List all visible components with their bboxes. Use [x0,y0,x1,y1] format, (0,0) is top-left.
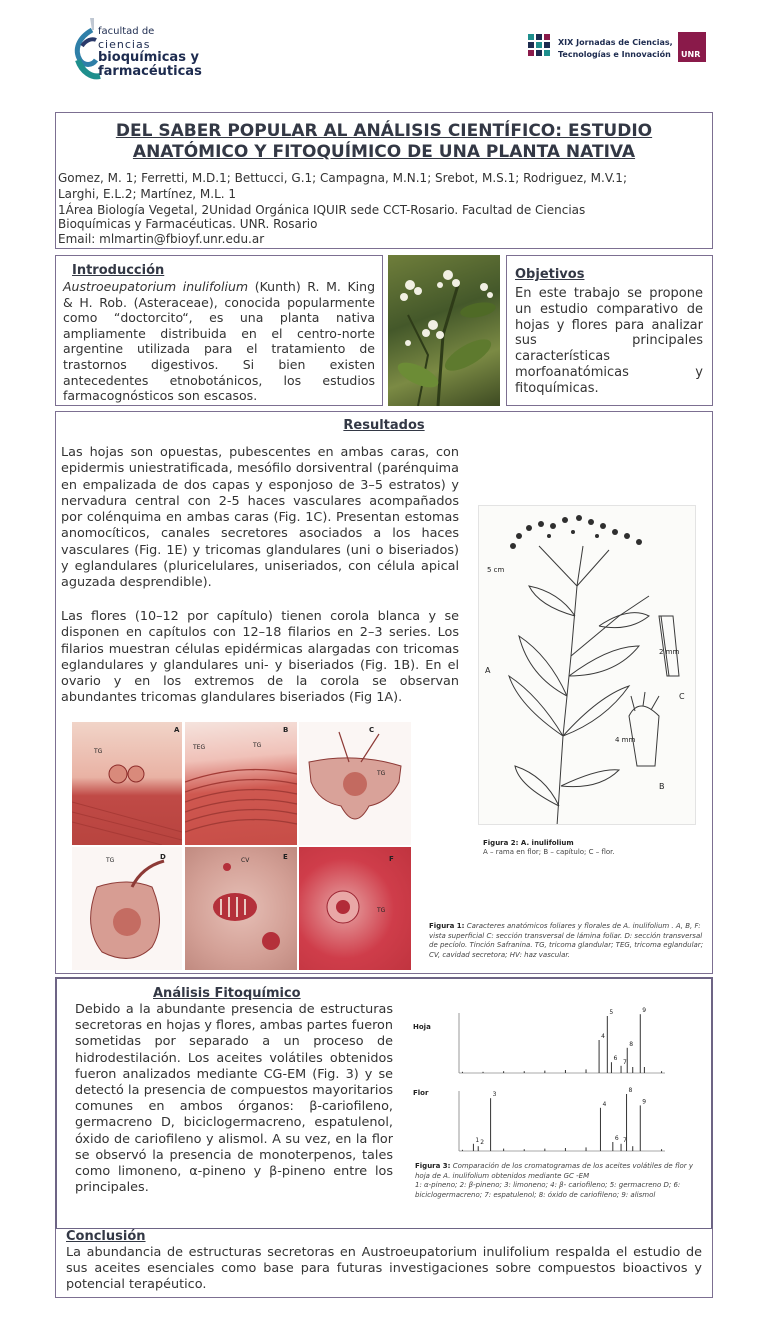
resultados-para2: Las flores (10–12 por capítulo) tienen corola blanca y se disponen en capítulos con 12–18 filarios en 2–3 series. Los filarios muestran células epidérmicas alargadas con tricomas eglandulares y glandulares uni- y biseriados (Fig. 1B). En el ovario y en los extremos de la corola se observan abundantes tricomas glandulares biseriados (Fig 1A). [61,609,459,706]
panel-d-label: D [160,853,166,861]
panel-b-label: B [283,726,289,734]
micrograph-d [72,847,182,970]
fitoquimico-text: Debido a la abundante presencia de estructuras secretoras en hojas y flores, ambas partes fueron sometidas por separado a un proceso de hidrodestilación. Los aceites volátiles obtenidos fueron analizados mediante CG-EM (Fig. 3) y se detectó la presencia de compuestos mayoritarios comunes en ambos órganos: β-cariofileno, germacreno D, biciclogermacreno, espatulenol, óxido de cariofileno y alismol. A su vez, en la flor se observó la presencia de monoterpenos, tales como limoneno, α-pineno y β-pineno entre los principales. [75,1002,393,1196]
drawing-label-b: B [659,782,665,791]
chromatogram-flor-label: Flor [413,1089,429,1097]
fig2-caption-head: Figura 2: A. inulifolium [483,839,574,847]
affiliation-line2: Bioquímicas y Farmacéuticas. UNR. Rosario [58,217,318,231]
intro-text [63,279,375,404]
intro-title: Introducción [72,263,165,278]
panel-a-label: A [174,726,180,734]
logo-line4: farmacéuticas [98,64,202,79]
jornadas-logo [528,32,708,66]
jornadas-line2: Tecnologías e Innovación [558,50,671,59]
peak-label: 6 [613,1055,618,1063]
unr-badge-label: UNR [681,50,701,59]
conclusion-title: Conclusión [66,1229,146,1244]
micrograph-c-detail [299,722,411,845]
micrograph-d-detail [72,847,182,970]
panel-f-tag: TG [377,907,386,914]
micrograph-e-detail [185,847,297,970]
peak-label: 6 [614,1135,619,1142]
title-box [55,112,713,249]
intro-body: (Kunth) R. M. King & H. Rob. (Asteraceae), conocida popularmente como “doctorcito“, es una planta nativa ampliamente distribuida en el centro-norte argentine utilizada para el tratamiento de trastornos digestivos. Si bien existen antecedentes etnobotánicos, los estudios farmacognósticos son escasos. [63,279,375,404]
peak-label: 7 [623,1058,627,1066]
fig1-caption-head: Figura 1: [429,922,465,930]
peak-label: 4 [601,1033,605,1040]
fig3-legend: 1: α-pineno; 2: β-pineno; 3: limoneno; 4: β- cariofileno; 5: germacreno D; 6: biciclogermacreno; 7: espatulenol; 8: óxido de cariofileno; 9: alismol [415,1181,681,1199]
peak-label: 7 [623,1136,627,1144]
panel-c-label: C [369,726,375,734]
fig2-caption [483,839,703,857]
fig3-caption [415,1162,705,1200]
affiliation-line1: 1Área Biología Vegetal, 2Unidad Orgánica IQUIR sede CCT-Rosario. Facultad de Ciencias [58,203,586,217]
peak-label: 9 [642,1007,647,1015]
plant-photo [388,255,500,406]
micrograph-e [185,847,297,970]
intro-box [55,255,383,406]
panel-a-tag: TG [94,748,103,755]
botanical-drawing [478,505,696,825]
fig2-caption-body: A – rama en flor; B – capítulo; C – flor. [483,848,615,856]
resultados-title: Resultados [343,418,425,433]
micrograph-b-detail [185,722,297,845]
chromatogram-hoja-label: Hoja [413,1023,431,1031]
panel-f-label: F [389,855,394,863]
drawing-illustration [479,506,696,825]
panel-c-tag: TG [377,770,386,777]
panel-b-tag2: TG [253,742,262,749]
resultados-box [55,411,713,974]
poster-title-line1: DEL SABER POPULAR AL ANÁLISIS CIENTÍFICO: ESTUDIO [115,121,653,141]
objetivos-box [506,255,713,406]
peak-label: 2 [480,1139,485,1147]
panel-e-label: E [283,853,288,861]
pixel-grid-icon [528,34,552,62]
peak-label: 4 [602,1100,607,1108]
panel-d-tag: TG [106,857,115,864]
poster-title-line2: ANATÓMICO Y FITOQUÍMICO DE UNA PLANTA NATIVA [132,142,636,162]
fig1-caption-body: Caracteres anatómicos foliares y florales de A. inulifolium . A, B, F: vista superficial C: sección transversal de lámina foliar. D: sección transversal de pecíolo. Tinción Safranina. TG, tricoma glandular; TEG, tricoma eglandular; CV, cavidad secretora; HV: haz vascular. [429,922,704,959]
peak-label: 3 [492,1091,497,1099]
objetivos-text: En este trabajo se propone un estudio comparativo de hojas y flores para analizar sus principales características morfoanatómicas y fitoquímicas. [515,286,703,396]
flower-cluster-illustration [388,255,500,406]
drawing-scale-5cm: 5 cm [487,566,505,574]
drawing-label-c: C [679,692,685,701]
drawing-scale-4mm: 4 mm [615,736,636,744]
objetivos-title: Objetivos [515,267,585,282]
jornadas-line1: XIX Jornadas de Ciencias, [558,38,673,47]
micrograph-a-detail [72,722,182,845]
drawing-label-a: A [485,666,491,675]
conclusion-text: La abundancia de estructuras secretoras en Austroeupatorium inulifolium respalda el estudio de sus aceites esenciales como base para futuras investigaciones sobre compuestos bioactivos y potencial terapéutico. [66,1245,702,1292]
chromatogram-hoja [441,1005,671,1083]
fitoquimico-title: Análisis Fitoquímico [153,986,301,1001]
panel-e-tag: CV [241,857,250,864]
resultados-para1: Las hojas son opuestas, pubescentes en ambas caras, con epidermis uniestratificada, mesófilo dorsiventral (parénquima en empalizada de dos capas y esponjoso de 3–5 estratos) y nervadura central con 2-5 haces vasculares acompañados por colénquima en ambas caras (Fig. 1C). Presentan estomas anomocíticos, canales secretores asociados a los haces vasculares (Fig. 1E) y tricomas glandulares (uni o biseriados) y eglandulares (pluricelulares, uniseriados, con célula apical aguzada desprendible). [61,445,459,591]
intro-species: Austroeupatorium inulifolium [63,279,249,294]
peak-label: 8 [628,1087,633,1094]
conclusion-box [55,1229,713,1298]
micrograph-f [299,847,411,970]
micrograph-c [299,722,411,845]
fitoquimico-box [55,977,713,1230]
peak-label: 1 [475,1136,480,1144]
peak-label: 9 [642,1098,647,1106]
micrograph-f-detail [299,847,411,970]
micrograph-b [185,722,297,845]
authors-line2: Larghi, E.L.2; Martínez, M.L. 1 [58,187,237,201]
logo-line3: bioquímicas y [98,50,199,65]
logo-line1: facultad de [98,26,155,37]
fig1-caption [429,922,707,960]
fig3-caption-body: Comparación de los cromatogramas de los aceites volátiles de flor y hoja de A. inulifolium obtenidos mediante GC -EM [415,1162,694,1180]
micrograph-a [72,722,182,845]
faculty-logo [72,16,212,86]
authors-line1: Gomez, M. 1; Ferretti, M.D.1; Bettucci, G.1; Campagna, M.N.1; Srebot, M.S.1; Rodriguez, M.V.1; [58,171,627,185]
chromatogram-flor [441,1083,671,1161]
peak-label: 5 [609,1009,614,1016]
email: Email: mlmartin@fbioyf.unr.edu.ar [58,232,265,246]
drawing-scale-2mm: 2 mm [659,648,680,656]
peak-label: 8 [629,1040,634,1048]
unr-badge [678,32,706,62]
fig3-caption-head: Figura 3: [415,1162,451,1170]
panel-b-tag1: TEG [193,744,206,751]
logo-line2: ciencias [98,38,151,51]
